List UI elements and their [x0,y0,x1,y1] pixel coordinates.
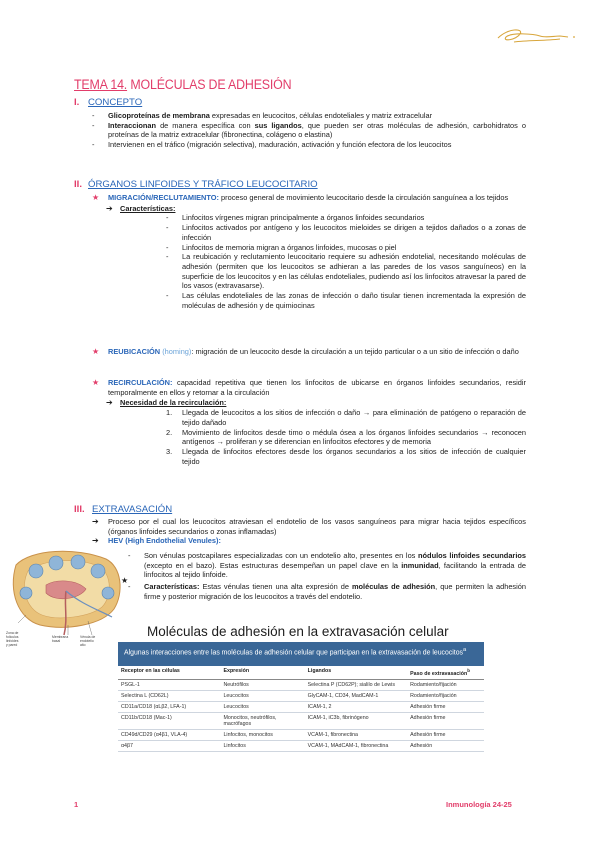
list-item: ➔ Proceso por el cual los leucocitos atraviesan el endotelio de los vasos sanguíneos para migrar hacia tejidos específicos (órganos linfoides secundarios o zonas inflamadas) [92,517,526,536]
table-row: α4β7 Linfocitos VCAM-1, MAdCAM-1, fibronectina Adhesión [118,740,484,751]
page-number: 1 [74,800,79,809]
reubicacion-block [92,347,526,357]
table-header-row: Receptor en las células Expresión Ligandos Paso de extravasación$^b$ [118,666,484,679]
page-title: TEMA 14. MOLÉCULAS DE ADHESIÓN [74,77,292,92]
signature-logo [494,24,578,48]
star-bullet-icon: ★ [121,576,129,585]
section-heading-extravasacion: III. EXTRAVASACIÓN [74,504,173,515]
arrow-bullet-icon: ➔ [106,398,113,408]
section-heading-organos: II. ÓRGANOS LINFOIDES Y TRÁFICO LEUCOCITARIO [74,179,318,190]
arrow-bullet-icon: ➔ [106,203,113,213]
star-bullet-icon: ★ [92,378,100,387]
adhesion-table [118,666,484,752]
illustration-caption: Membrana basal [52,635,69,643]
star-bullet-icon: ★ [92,193,100,202]
list-item: ★ RECIRCULACIÓN: capacidad repetitiva que tienen los linfocitos de ubicarse en órganos linfoides secundarios, residir temporalmente en ellos y retornar a la circulación [92,378,526,397]
caracteristicas-list [92,213,526,310]
migracion-block [92,193,526,310]
illustration-caption: Zona de folículos linfoides y pared [6,631,19,647]
list-item: - Características: Estas vénulas tienen una alta expresión de moléculas de adhesión, que permiten la adhesión firme y posterior migración de los leucocitos a través del endotelio. [128,582,526,601]
extravasacion-def [92,517,526,546]
list-item: - Interaccionan de manera específica con sus ligandos, que pueden ser otras moléculas de adhesión, carbohidratos o proteínas de la matriz extracelular (fibronectina, colágeno o elastina) [92,120,526,140]
list-item: 3. Llegada de linfocitos efectores desde los órganos secundarios a los sitios de infección de cualquier tejido [166,446,526,466]
list-item: - La reubicación y reclutamiento leucocitario requiere su adhesión endotelial, necesitando moléculas de adhesión (permiten que los leucocitos se adhieran a las paredes de los vasos sanguíneos) en la superficie de los leucocitos y en las células endoteliales, pudiendo así los linfocitos atravesar la pared de los vasos (extravasarse). [166,252,526,291]
concepto-list [92,111,526,150]
recirculacion-block [92,378,526,466]
table-row: PSGL-1 Neutrófilos Selectina P (CD62P); sialilo de Lewis Rodamiento/fijación [118,679,484,690]
list-item: 1. Llegada de leucocitos a los sitios de infección o daño → para eliminación de patógeno o reparación de tejido dañado [166,408,526,427]
list-item: - Son vénulas postcapilares especializadas con un endotelio alto, presentes en los nódulos linfoides secundarios (excepto en el bazo). Estas estructuras desempeñan un papel clave en la inmunidad, facilitando la entrada de linfocitos al tejido linfoide. [128,551,526,580]
table-caption: Algunas interacciones entre las moléculas de adhesión celular que participan en la extravasación de leucocitos$^a$ [118,642,484,666]
table-row: CD11b/CD18 (Mac-1) Monocitos, neutrófilos, macrófagos ICAM-1, iC3b, fibrinógeno Adhesión firme [118,712,484,729]
table-row: CD11a/CD18 (αLβ2, LFA-1) Leucocitos ICAM-1, 2 Adhesión firme [118,701,484,712]
list-item: - Linfocitos vírgenes migran principalmente a órganos linfoides secundarios [166,213,425,223]
illustration-caption: Vénula de endotelio alto [80,635,96,647]
lymph-node-illustration [6,545,124,645]
table-title: Moléculas de adhesión en la extravasación celular [147,624,449,639]
list-item: ★ REUBICACIÓN (homing): migración de un leucocito desde la circulación a un tejido particular o a un sitio de infección o daño [92,347,519,356]
list-item: ➔ Necesidad de la recirculación: [106,398,227,408]
star-bullet-icon: ★ [92,347,100,356]
course-name: Inmunología 24-25 [446,800,512,809]
table-row: CD49d/CD29 (α4β1, VLA-4) Linfocitos, monocitos VCAM-1, fibronectina Adhesión firme [118,729,484,740]
arrow-bullet-icon: ➔ [92,536,99,546]
list-item: - Glicoproteínas de membrana expresadas en leucocitos, células endoteliales y matriz extracelular [92,111,433,120]
section-heading-concepto: I. CONCEPTO [74,97,143,108]
hev-list [128,551,526,602]
necesidad-list [92,408,526,466]
list-item: 2. Movimiento de linfocitos desde timo o médula ósea a los órganos linfoides secundarios → reconocen antígenos → proliferan y se diferencian en linfocitos efectores y de memoria [166,427,526,447]
arrow-bullet-icon: ➔ [92,517,99,526]
list-item: - Intervienen en el tráfico (migración selectiva), maduración, activación y función efectora de los leucocitos [92,140,452,150]
table-row: Selectina L (CD62L) Leucocitos GlyCAM-1, CD34, MadCAM-1 Rodamiento/fijación [118,690,484,701]
list-item: - Linfocitos activados por antígeno y los leucocitos mieloides se dirigen a tejidos dañados o a zonas de infección [166,223,526,242]
list-item: ➔ Características: [106,203,176,213]
list-item: - Linfocitos de memoria migran a órganos linfoides, mucosas o piel [166,242,397,252]
list-item: - Las células endoteliales de las zonas de infección o daño tisular tienen incrementada la expresión de moléculas de adhesión y de quimiocinas [166,291,526,310]
list-item: ★ MIGRACIÓN/RECLUTAMIENTO: proceso general de movimiento leucocitario desde la circulación sanguínea a los tejidos [92,193,509,202]
list-item: ➔ HEV (High Endothelial Venules): [92,536,221,546]
